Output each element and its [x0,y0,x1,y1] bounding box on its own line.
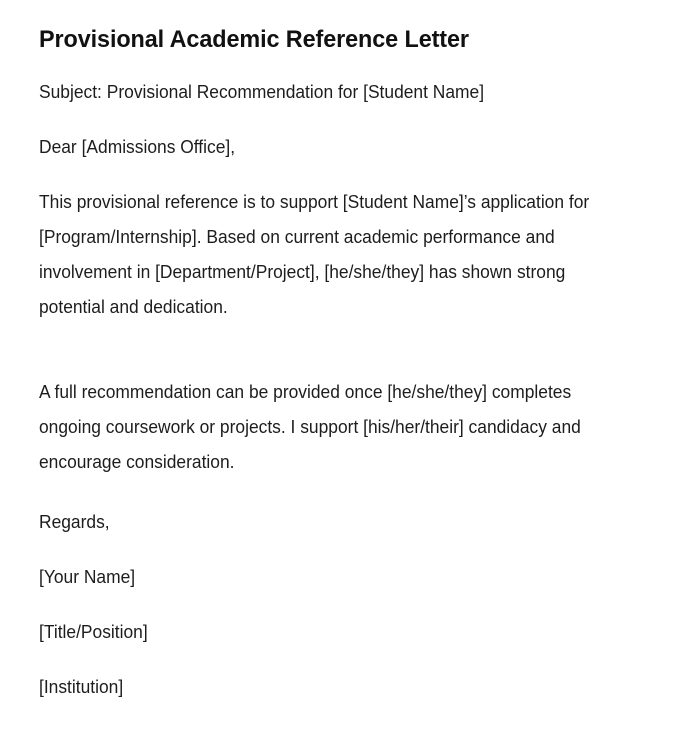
signature-institution: [Institution] [39,677,124,697]
signature-name-block [39,560,592,595]
signature-position-block [39,615,592,650]
closing-salutation: Regards, [39,512,110,532]
body-paragraph-1: This provisional reference is to support [Student Name]’s application for [Program/Internship]. Based on current academic performance and involvement in [Department/Project], [he/she/they] has shown strong potential and dedication. [39,192,590,317]
body-paragraph-1-block [39,185,597,325]
signature-institution-block [39,670,592,705]
page-title: Provisional Academic Reference Letter [39,26,469,53]
body-paragraph-2-block [39,375,597,480]
signature-position: [Title/Position] [39,622,148,642]
salutation: Dear [Admissions Office], [39,137,236,157]
body-paragraph-2: A full recommendation can be provided once [he/she/they] completes ongoing coursework or projects. I support [his/her/their] candidacy and encourage consideration. [39,382,581,472]
salutation-block [39,130,592,165]
signature-name: [Your Name] [39,567,136,587]
subject-line-block [39,75,592,110]
subject-line: Subject: Provisional Recommendation for [Student Name] [39,82,485,102]
closing-block [39,505,592,540]
